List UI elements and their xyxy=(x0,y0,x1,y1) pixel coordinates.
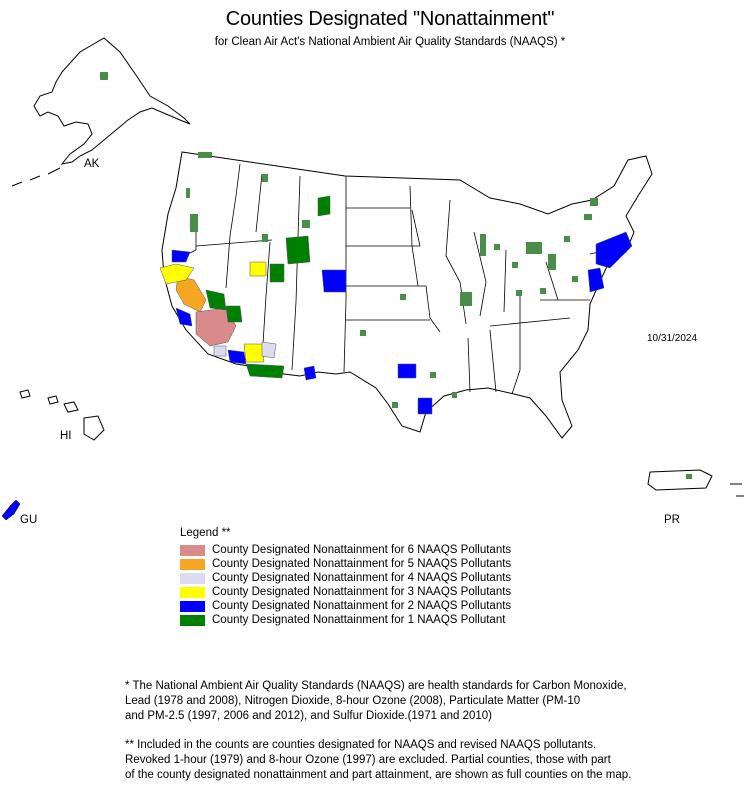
ca-county-one-east xyxy=(206,290,226,310)
label-hi: HI xyxy=(60,430,72,442)
legend xyxy=(180,527,511,627)
legend-label: County Designated Nonattainment for 4 NAAQS Pollutants xyxy=(212,572,512,584)
county-dot xyxy=(572,276,578,282)
puerto-rico-region xyxy=(648,470,744,496)
county-dot xyxy=(494,244,500,250)
legend-item-3 xyxy=(180,585,511,599)
map-subtitle: for Clean Air Act's National Ambient Air Quality Standards (NAAQS) * xyxy=(214,36,566,48)
legend-item-1 xyxy=(180,613,511,627)
ca-county-five-central xyxy=(176,276,206,312)
guam-county-2-pollutants xyxy=(2,500,20,520)
legend-swatch xyxy=(180,615,205,626)
legend-swatch xyxy=(180,559,205,570)
co-county-two xyxy=(322,270,346,292)
legend-label: County Designated Nonattainment for 3 NAAQS Pollutants xyxy=(212,586,512,598)
footnote-line: ** Included in the counts are counties designated for NAAQS and revised NAAQS pollutants. xyxy=(125,739,597,751)
label-gu: GU xyxy=(20,514,38,526)
pr-county-1-pollutant xyxy=(686,474,692,479)
nv-county-one xyxy=(226,306,242,322)
ca-county-four-se xyxy=(214,346,226,356)
footnote-counts xyxy=(125,738,725,783)
footnote-line: of the county designated nonattainment and part attainment, are shown as full counties on the map. xyxy=(125,769,632,781)
county-dot xyxy=(512,262,518,268)
hawaii-island-4 xyxy=(84,416,104,440)
county-dot xyxy=(360,330,366,336)
az-county-four xyxy=(262,342,276,358)
northeast-counties xyxy=(588,232,632,292)
footnote-naaqs xyxy=(125,679,725,724)
legend-label: County Designated Nonattainment for 6 NAAQS Pollutants xyxy=(212,544,512,556)
map-title: Counties Designated "Nonattainment" xyxy=(225,8,555,30)
legend-item-2 xyxy=(180,599,511,613)
county-dot xyxy=(392,402,398,408)
footnote-line: * The National Ambient Air Quality Standards (NAAQS) are health standards for Carbon Monoxide, xyxy=(125,680,627,692)
mt-county-one xyxy=(318,196,330,216)
county-dot xyxy=(548,254,556,270)
county-dot xyxy=(590,198,598,206)
county-dot xyxy=(584,214,592,220)
texas-counties xyxy=(304,364,432,414)
county-dot xyxy=(262,234,268,242)
ca-county-two-south xyxy=(176,308,192,326)
hawaii-island-2 xyxy=(48,396,58,404)
footnote-line: Lead (1978 and 2008), Nitrogen Dioxide, 8-hour Ozone (2008), Particulate Matter (PM-10 xyxy=(125,695,581,707)
az-county-three xyxy=(244,344,264,362)
wy-county-one xyxy=(286,236,310,264)
legend-item-5 xyxy=(180,557,511,571)
county-dot xyxy=(186,188,190,198)
county-dot xyxy=(460,292,472,306)
hawaii-island-3 xyxy=(64,402,78,412)
county-dot xyxy=(516,290,522,296)
pr-islets xyxy=(730,484,744,496)
legend-label: County Designated Nonattainment for 1 NAAQS Pollutant xyxy=(212,614,506,626)
contiguous-us xyxy=(162,152,652,438)
county-dot xyxy=(480,234,486,256)
legend-title: Legend ** xyxy=(180,527,231,539)
legend-label: County Designated Nonattainment for 2 NAAQS Pollutants xyxy=(212,600,512,612)
county-dot xyxy=(564,236,570,242)
arizona-counties xyxy=(244,342,284,378)
tx-county-two-houston xyxy=(418,398,432,414)
county-dot xyxy=(540,288,546,294)
county-dot xyxy=(262,174,268,182)
legend-swatch xyxy=(180,573,205,584)
legend-swatch xyxy=(180,587,205,598)
ca-county-two-west xyxy=(172,250,190,262)
legend-item-4 xyxy=(180,571,511,585)
label-pr: PR xyxy=(664,514,680,526)
county-dot xyxy=(198,152,212,158)
county-dot xyxy=(452,392,457,398)
aleutian-islands xyxy=(12,168,60,186)
county-dot xyxy=(302,220,310,228)
label-ak: AK xyxy=(84,158,100,170)
legend-swatch xyxy=(180,545,205,556)
hawaii-island-1 xyxy=(20,390,30,398)
tx-county-two-dallas xyxy=(398,364,416,378)
map-date: 10/31/2024 xyxy=(647,333,698,344)
county-dot xyxy=(100,72,108,80)
county-dot xyxy=(400,294,406,300)
county-dot xyxy=(526,242,542,254)
legend-label: County Designated Nonattainment for 5 NAAQS Pollutants xyxy=(212,558,512,570)
county-dot xyxy=(190,214,198,232)
conus-outline xyxy=(162,152,652,438)
puerto-rico-outline xyxy=(648,470,712,490)
legend-swatch xyxy=(180,601,205,612)
tx-county-two-elpaso xyxy=(304,366,316,380)
legend-item-6 xyxy=(180,543,511,557)
alaska-outline xyxy=(34,38,190,164)
ca-county-two-imperial xyxy=(228,350,246,364)
md-va-two xyxy=(588,268,604,292)
ut-county-three xyxy=(250,262,266,276)
ut-county-one xyxy=(270,264,284,282)
az-county-one-south xyxy=(246,364,284,378)
footnote-line: and PM-2.5 (1997, 2006 and 2012), and Sulfur Dioxide.(1971 and 2010) xyxy=(125,710,492,722)
nevada-utah-counties xyxy=(226,262,284,322)
county-dot xyxy=(430,372,436,378)
scattered-one-pollutant-counties xyxy=(100,72,598,408)
wyoming-colorado-counties xyxy=(286,196,346,292)
footnote-line: Revoked 1-hour (1979) and 8-hour Ozone (1997) are excluded. Partial counties, those with part xyxy=(125,754,611,766)
alaska-region xyxy=(12,38,190,186)
ne-corridor-two xyxy=(596,232,632,268)
